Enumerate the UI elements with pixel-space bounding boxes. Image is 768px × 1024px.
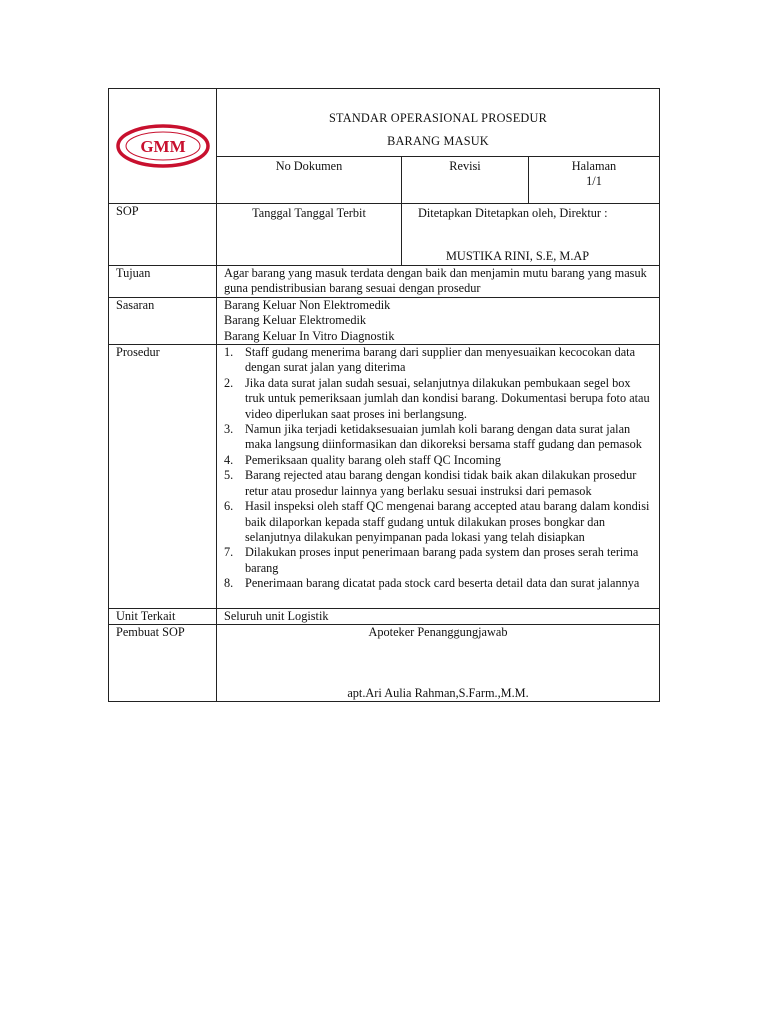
unit-terkait-label: Unit Terkait bbox=[109, 608, 217, 624]
no-dokumen-label: No Dokumen bbox=[217, 157, 402, 203]
ditetapkan-cell bbox=[402, 204, 659, 265]
prosedur-list bbox=[224, 345, 659, 592]
step-text: Namun jika terjadi ketidaksesuaian jumlah koli barang dengan data surat jalan maka langsung diinformasikan dan dikoreksi bersama staff gudang dan pemasok bbox=[245, 422, 642, 452]
pembuat-name: apt.Ari Aulia Rahman,S.Farm.,M.M. bbox=[347, 685, 529, 700]
halaman-value: 1/1 bbox=[586, 174, 602, 189]
unit-terkait-row bbox=[109, 608, 660, 624]
sop-row bbox=[109, 204, 660, 266]
pembuat-label: Pembuat SOP bbox=[109, 624, 217, 701]
prosedur-step bbox=[224, 576, 659, 591]
header-row bbox=[109, 89, 660, 157]
revisi-label: Revisi bbox=[402, 157, 529, 203]
prosedur-label: Prosedur bbox=[109, 345, 217, 609]
pembuat-row bbox=[109, 624, 660, 701]
prosedur-step bbox=[224, 545, 659, 576]
step-number: 4. bbox=[224, 452, 234, 467]
step-text: Pemeriksaan quality barang oleh staff QC Incoming bbox=[245, 452, 501, 467]
sasaran-row bbox=[109, 297, 660, 344]
doc-info-cell bbox=[217, 157, 660, 204]
unit-terkait-value: Seluruh unit Logistik bbox=[217, 608, 660, 624]
step-text: Staff gudang menerima barang dari supplier dan menyesuaikan kecocokan data dengan surat jalan yang diterima bbox=[245, 345, 636, 375]
tujuan-row bbox=[109, 266, 660, 298]
ditetapkan-label: Ditetapkan Ditetapkan oleh, Direktur : bbox=[418, 206, 608, 220]
document-subtitle: BARANG MASUK bbox=[387, 134, 489, 149]
sasaran-item: Barang Keluar In Vitro Diagnostik bbox=[224, 328, 395, 343]
direktur-name: MUSTIKA RINI, S.E, M.AP bbox=[446, 248, 590, 263]
step-text: Hasil inspeksi oleh staff QC mengenai barang accepted atau barang dalam kondisi baik dilaporkan kepada staff gudang untuk dilakukan proses bongkar dan selanjutnya dilakukan penyimpanan pada lokasi yang telah disiapkan bbox=[245, 499, 650, 544]
sasaran-item: Barang Keluar Elektromedik bbox=[224, 313, 367, 328]
prosedur-step bbox=[224, 453, 659, 468]
sasaran-cell bbox=[217, 297, 660, 344]
prosedur-step bbox=[224, 376, 659, 422]
pembuat-role: Apoteker Penanggungjawab bbox=[368, 624, 508, 639]
sasaran-label: Sasaran bbox=[109, 297, 217, 344]
prosedur-cell bbox=[217, 345, 660, 609]
step-text: Penerimaan barang dicatat pada stock card beserta detail data dan surat jalannya bbox=[245, 576, 640, 591]
logo-cell bbox=[109, 89, 217, 204]
step-text: Barang rejected atau barang dengan kondisi tidak baik akan dilakukan prosedur retur atau prosedur lainnya yang berlaku sesuai instruksi dari pemasok bbox=[245, 468, 637, 498]
pembuat-cell bbox=[217, 624, 660, 701]
prosedur-step bbox=[224, 499, 659, 545]
prosedur-row bbox=[109, 345, 660, 609]
sop-document-table bbox=[108, 88, 660, 702]
step-text: Dilakukan proses input penerimaan barang pada system dan proses serah terima barang bbox=[245, 545, 639, 575]
gmm-logo bbox=[115, 122, 211, 170]
tujuan-text: Agar barang yang masuk terdata dengan baik dan menjamin mutu barang yang masuk guna pendistribusian barang sesuai dengan prosedur bbox=[217, 266, 660, 298]
sasaran-item: Barang Keluar Non Elektromedik bbox=[224, 297, 391, 312]
halaman-label: Halaman bbox=[571, 159, 617, 173]
document-title: STANDAR OPERASIONAL PROSEDUR bbox=[328, 111, 547, 125]
tanggal-terbit-label: Tanggal Tanggal Terbit bbox=[217, 204, 402, 265]
step-number: 2. bbox=[224, 375, 234, 390]
halaman-cell bbox=[529, 157, 659, 203]
step-number: 5. bbox=[224, 468, 234, 483]
step-number: 6. bbox=[224, 499, 234, 514]
prosedur-step bbox=[224, 422, 659, 453]
tujuan-label: Tujuan bbox=[109, 266, 217, 298]
step-number: 7. bbox=[224, 545, 234, 560]
step-number: 1. bbox=[224, 345, 234, 360]
step-number: 3. bbox=[224, 422, 234, 437]
logo-text: GMM bbox=[139, 137, 186, 156]
step-number: 8. bbox=[224, 576, 234, 591]
title-cell bbox=[217, 89, 660, 157]
prosedur-step bbox=[224, 345, 659, 376]
sop-info-cell bbox=[217, 204, 660, 266]
step-text: Jika data surat jalan sudah sesuai, selanjutnya dilakukan pembukaan segel box truk untuk pemeriksaan jumlah dan kondisi barang. Dokumentasi berupa foto atau video diperlukan saat proses ini berlangsung. bbox=[245, 375, 650, 421]
prosedur-step bbox=[224, 468, 659, 499]
sop-label: SOP bbox=[109, 204, 217, 266]
